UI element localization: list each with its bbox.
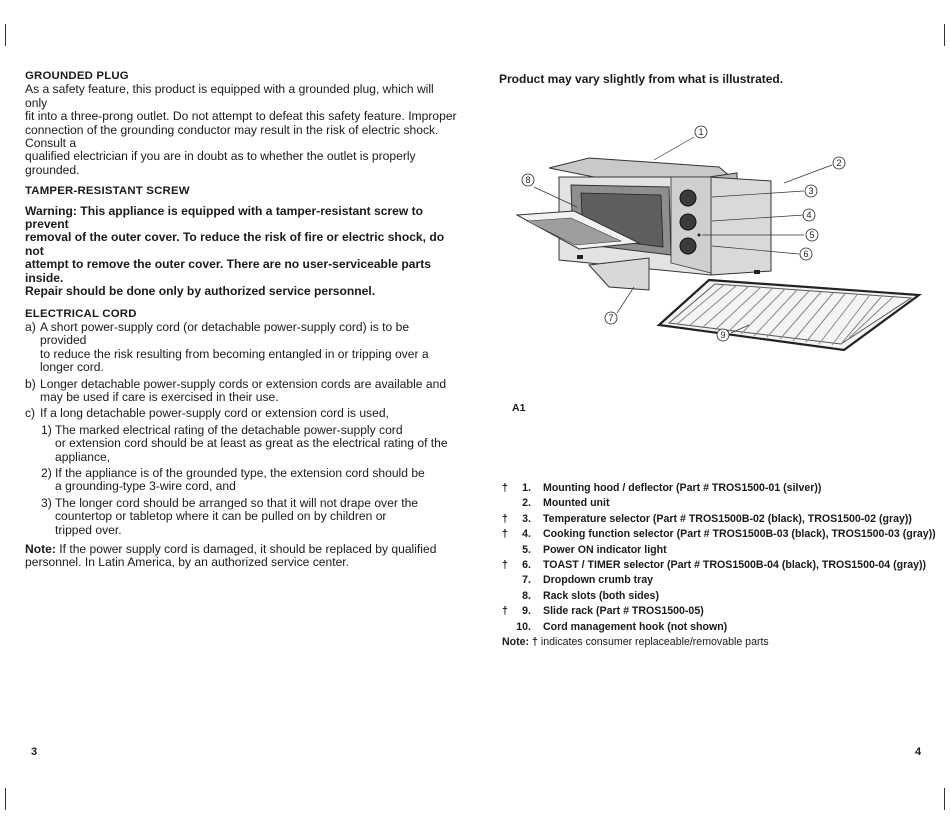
item-text: TOAST / TIMER selector (Part # TROS1500B-04 (black), TROS1500-04 (gray)) bbox=[543, 559, 927, 572]
list-item bbox=[502, 543, 936, 558]
callout-8: 8 bbox=[525, 175, 531, 185]
item-number: 1. bbox=[522, 482, 531, 494]
text-line: connection of the grounding conductor may result in the risk of electric shock. Consult a bbox=[25, 122, 439, 151]
crop-mark bbox=[5, 788, 6, 810]
callout-9: 9 bbox=[720, 330, 726, 340]
page-number-left: 3 bbox=[31, 746, 38, 758]
item-text: Rack slots (both sides) bbox=[543, 589, 659, 602]
item-number: 7. bbox=[522, 574, 531, 587]
text-line: a grounding-type 3-wire cord, and bbox=[55, 479, 236, 494]
callout-6: 6 bbox=[803, 249, 809, 259]
item-number: 4. bbox=[522, 528, 531, 541]
text-line: If a long detachable power-supply cord or extension cord is used, bbox=[40, 406, 389, 421]
tamper-heading: TAMPER-RESISTANT SCREW bbox=[25, 185, 190, 198]
text-line: to reduce the risk resulting from becoming entangled in or tripping over a bbox=[40, 346, 429, 361]
dagger-mark: † bbox=[502, 605, 508, 618]
text-line: A short power-supply cord (or detachable power-supply cord) is to be provided bbox=[40, 319, 410, 348]
dagger-mark: † bbox=[502, 559, 508, 572]
callout-1: 1 bbox=[698, 127, 704, 137]
item-number: 6. bbox=[522, 559, 531, 572]
parts-list bbox=[502, 481, 936, 650]
text-line: tripped over. bbox=[55, 522, 122, 537]
item-text: Mounted unit bbox=[543, 497, 610, 510]
cord-item-c bbox=[25, 407, 457, 420]
text-line: removal of the outer cover. To reduce the risk of fire or electric shock, do not bbox=[25, 230, 445, 258]
text-line: qualified electrician if you are in doubt as to whether the outlet is properly grounded. bbox=[25, 149, 416, 177]
text-line: The marked electrical rating of the detachable power-supply cord bbox=[55, 422, 403, 437]
page-number-right: 4 bbox=[915, 746, 922, 758]
crop-mark bbox=[944, 788, 945, 810]
list-item bbox=[502, 604, 936, 619]
electrical-cord-heading: ELECTRICAL CORD bbox=[25, 307, 137, 320]
cord-subitem-3 bbox=[25, 497, 457, 537]
list-marker: b) bbox=[25, 376, 36, 391]
text-line: appliance, bbox=[55, 449, 111, 464]
callout-4: 4 bbox=[806, 210, 812, 220]
item-text: Temperature selector (Part # TROS1500B-02 (black), TROS1500-02 (gray)) bbox=[543, 512, 912, 525]
callout-3: 3 bbox=[808, 186, 814, 196]
text-line: Warning: This appliance is equipped with a tamper-resistant screw to prevent bbox=[25, 203, 424, 232]
list-item bbox=[502, 573, 936, 588]
note-label: Note: bbox=[25, 542, 56, 556]
list-item bbox=[502, 481, 936, 496]
text-line: Longer detachable power-supply cords or extension cords are available and bbox=[40, 376, 447, 391]
text-line: As a safety feature, this product is equipped with a grounded plug, which will only bbox=[25, 82, 434, 110]
list-marker: 2) bbox=[41, 465, 52, 480]
list-marker: 1) bbox=[41, 422, 52, 437]
text-line: fit into a three-prong outlet. Do not attempt to defeat this safety feature. Improper bbox=[25, 109, 457, 124]
callout-2: 2 bbox=[836, 158, 842, 168]
text-line: personnel. In Latin America, by an authorized service center. bbox=[25, 555, 350, 570]
text-line: countertop or tabletop where it can be pulled on by children or bbox=[55, 509, 387, 524]
figure-caption: Product may vary slightly from what is illustrated. bbox=[499, 72, 784, 86]
parts-note bbox=[502, 635, 936, 650]
text-line: If the power supply cord is damaged, it should be replaced by qualified bbox=[55, 542, 437, 556]
oven-body bbox=[517, 158, 771, 290]
list-item bbox=[502, 620, 936, 635]
dagger-mark bbox=[502, 543, 514, 558]
text-line: may be used if care is exercised in their use. bbox=[40, 389, 279, 404]
item-number: 8. bbox=[522, 589, 531, 602]
text-line: Repair should be done only by authorized service personnel. bbox=[25, 284, 376, 299]
text-line: If the appliance is of the grounded type, the extension cord should be bbox=[55, 465, 425, 480]
dagger-mark: † bbox=[502, 512, 508, 525]
item-number: 3. bbox=[522, 512, 531, 525]
dagger-mark: † bbox=[502, 528, 508, 541]
crop-mark bbox=[944, 24, 945, 46]
item-text: Cord management hook (not shown) bbox=[543, 620, 728, 633]
slide-rack bbox=[659, 280, 919, 350]
item-number: 9. bbox=[522, 605, 531, 618]
list-marker: a) bbox=[25, 319, 36, 334]
cord-note bbox=[25, 543, 457, 570]
item-number: 10. bbox=[516, 620, 531, 633]
list-marker: c) bbox=[25, 406, 36, 421]
dagger-mark: † bbox=[502, 482, 508, 494]
tamper-warning bbox=[25, 205, 457, 299]
cord-subitem-2 bbox=[25, 467, 457, 494]
item-number: 2. bbox=[522, 497, 531, 510]
note-text: indicates consumer replaceable/removable parts bbox=[537, 636, 769, 649]
callout-5: 5 bbox=[809, 230, 815, 240]
text-line: attempt to remove the outer cover. There are no user-serviceable parts inside. bbox=[25, 257, 431, 285]
item-text: Dropdown crumb tray bbox=[543, 574, 654, 587]
dagger-mark bbox=[502, 496, 514, 511]
note-label: Note: † bbox=[502, 636, 538, 649]
text-line: longer cord. bbox=[40, 360, 104, 375]
dagger-mark bbox=[502, 620, 514, 635]
right-column-header bbox=[499, 72, 929, 86]
list-marker: 3) bbox=[41, 495, 52, 510]
item-text: Mounting hood / deflector (Part # TROS1500-01 (silver)) bbox=[543, 482, 822, 494]
toaster-oven-illustration bbox=[499, 115, 939, 415]
cord-item-b bbox=[25, 378, 457, 405]
list-item bbox=[502, 512, 936, 527]
list-item bbox=[502, 558, 936, 573]
text-line: or extension cord should be at least as great as the electrical rating of the bbox=[55, 436, 448, 451]
list-item bbox=[502, 496, 936, 511]
callout-7: 7 bbox=[608, 313, 614, 323]
list-item bbox=[502, 527, 936, 542]
grounded-plug-heading: GROUNDED PLUG bbox=[25, 70, 129, 82]
cord-item-a bbox=[25, 321, 457, 375]
dagger-mark bbox=[502, 573, 514, 588]
text-line: The longer cord should be arranged so that it will not drape over the bbox=[55, 495, 419, 510]
cord-subitem-1 bbox=[25, 424, 457, 464]
grounded-plug-text bbox=[25, 83, 457, 177]
list-item bbox=[502, 589, 936, 604]
item-text: Cooking function selector (Part # TROS1500B-03 (black), TROS1500-03 (gray)) bbox=[543, 528, 936, 541]
item-text: Power ON indicator light bbox=[543, 543, 667, 556]
dagger-mark bbox=[502, 589, 514, 604]
figure-label: A1 bbox=[512, 402, 526, 414]
item-number: 5. bbox=[522, 543, 531, 556]
crop-mark bbox=[5, 24, 6, 46]
left-column bbox=[25, 70, 457, 570]
item-text: Slide rack (Part # TROS1500-05) bbox=[543, 605, 704, 618]
